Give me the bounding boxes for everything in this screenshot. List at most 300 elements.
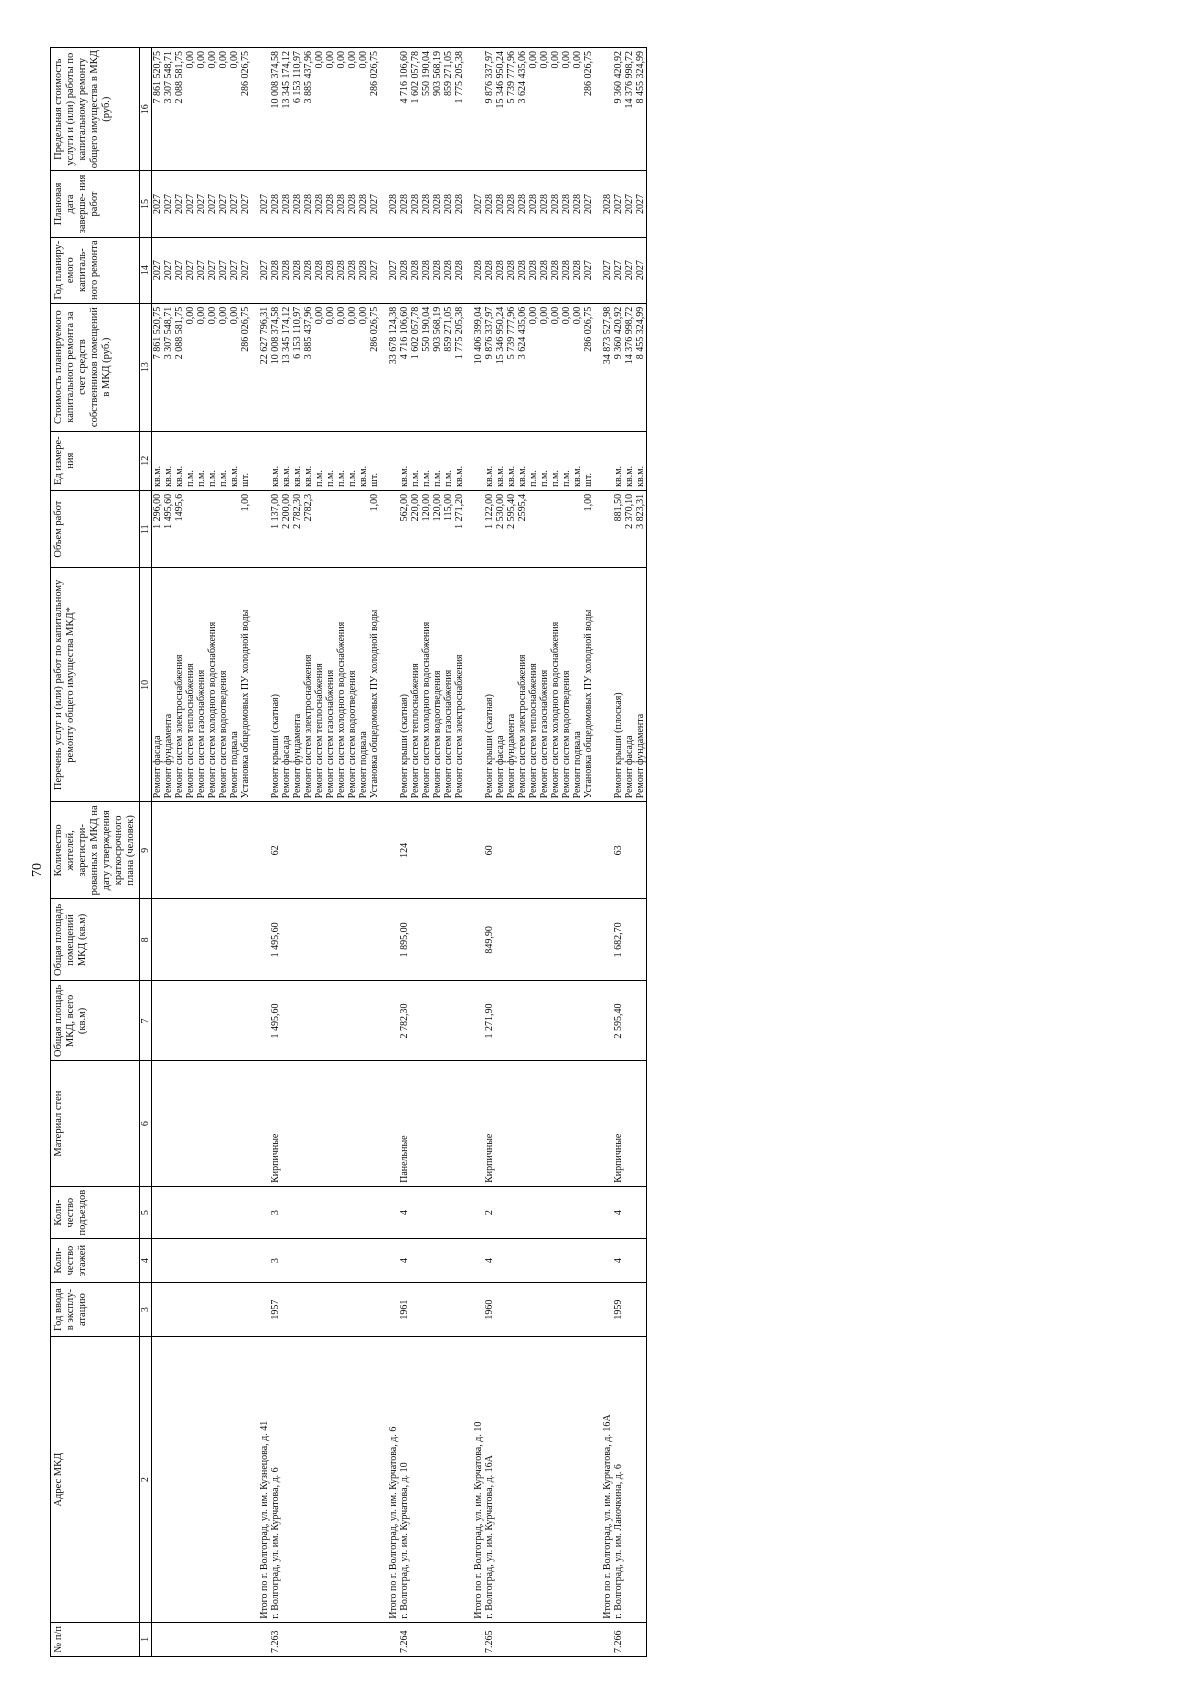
work-unit: кв.м. (152, 431, 164, 490)
table-cell (473, 48, 484, 171)
table-cell (281, 1337, 292, 1622)
repair-year: 2028 (399, 237, 410, 303)
work-name: Ремонт систем теплоснабжения (314, 568, 325, 802)
empty-cell (465, 1186, 473, 1238)
work-cost: 15 346 950,24 (495, 303, 506, 431)
table-cell (454, 802, 465, 899)
table-cell (218, 1239, 229, 1282)
header-cell: № п/п (51, 1622, 140, 1656)
table-cell (358, 1186, 369, 1238)
empty-cell (251, 981, 259, 1061)
repair-year: 2028 (336, 237, 347, 303)
table-cell (174, 1239, 185, 1282)
work-name: Ремонт фундамента (163, 568, 174, 802)
work-volume (218, 490, 229, 568)
table-cell (336, 1282, 347, 1337)
table-cell (336, 1337, 347, 1622)
table-cell (454, 1186, 465, 1238)
table-cell (347, 802, 358, 899)
table-cell (473, 1239, 484, 1282)
table-cell (218, 981, 229, 1061)
table-cell (473, 431, 484, 490)
table-cell (369, 1282, 380, 1337)
work-unit: кв.м. (270, 431, 281, 490)
table-cell (539, 1282, 550, 1337)
table-cell (207, 899, 218, 981)
table-cell (443, 1337, 454, 1622)
total-end: 2028 (388, 171, 399, 237)
work-volume: 1,00 (240, 490, 251, 568)
work-cost: 0,00 (528, 303, 539, 431)
total-year: 2027 (602, 237, 613, 303)
repair-year: 2028 (270, 237, 281, 303)
empty-cell (380, 899, 388, 981)
table-cell (325, 1282, 336, 1337)
work-cost: 286 026,75 (583, 303, 594, 431)
column-number: 3 (140, 1282, 152, 1337)
table-cell (602, 1239, 613, 1282)
table-cell (292, 1282, 303, 1337)
table-cell (174, 802, 185, 899)
work-volume: 120,00 (432, 490, 443, 568)
work-name: Ремонт крыши (скатная) (399, 568, 410, 802)
table-cell (528, 1337, 539, 1622)
work-item-row (484, 48, 495, 1657)
table-cell (635, 1622, 647, 1656)
table-cell (185, 981, 196, 1061)
table-cell (539, 899, 550, 981)
table-cell (561, 1186, 572, 1238)
completion-date: 2028 (410, 171, 421, 237)
rooms-area: 1 495,60 (270, 899, 281, 981)
table-cell (303, 1186, 314, 1238)
table-cell (528, 1061, 539, 1187)
table-cell (358, 899, 369, 981)
limit-cost: 286 026,75 (583, 48, 594, 171)
table-cell (358, 981, 369, 1061)
table-cell (336, 1622, 347, 1656)
repair-year: 2028 (484, 237, 495, 303)
work-item-row (432, 48, 443, 1657)
residents-count: 63 (613, 802, 624, 899)
limit-cost: 550 190,04 (421, 48, 432, 171)
column-number: 10 (140, 568, 152, 802)
repair-year: 2028 (443, 237, 454, 303)
empty-cell (380, 981, 388, 1061)
work-name: Ремонт систем холодного водоснабжения (207, 568, 218, 802)
completion-date: 2028 (528, 171, 539, 237)
column-number: 6 (140, 1061, 152, 1187)
table-cell (174, 899, 185, 981)
empty-cell (380, 1239, 388, 1282)
empty-cell (380, 1186, 388, 1238)
table-cell (196, 1186, 207, 1238)
column-number: 2 (140, 1337, 152, 1622)
table-cell (229, 802, 240, 899)
table-cell (517, 981, 528, 1061)
table-cell (550, 1061, 561, 1187)
limit-cost: 4 716 106,60 (399, 48, 410, 171)
table-cell (410, 1186, 421, 1238)
table-cell (421, 1186, 432, 1238)
table-cell (281, 1186, 292, 1238)
table-cell (358, 802, 369, 899)
table-cell (292, 1186, 303, 1238)
table-cell (421, 899, 432, 981)
header-cell: Ед измере- ния (51, 431, 140, 490)
table-cell (624, 1622, 635, 1656)
empty-cell (465, 171, 473, 237)
work-item-row (303, 48, 314, 1657)
table-cell (443, 981, 454, 1061)
completion-date: 2028 (347, 171, 358, 237)
work-volume (314, 490, 325, 568)
completion-date: 2028 (432, 171, 443, 237)
table-cell (410, 1061, 421, 1187)
table-cell (185, 1337, 196, 1622)
table-cell (347, 1239, 358, 1282)
table-cell (561, 899, 572, 981)
limit-cost: 0,00 (539, 48, 550, 171)
empty-cell (594, 568, 602, 802)
table-cell (229, 1337, 240, 1622)
work-item-row (174, 48, 185, 1657)
limit-cost: 0,00 (314, 48, 325, 171)
table-body (152, 48, 647, 1657)
work-item-row (539, 48, 550, 1657)
table-cell (259, 1186, 270, 1238)
spacer-row (251, 48, 259, 1657)
limit-cost: 9 360 420,92 (613, 48, 624, 171)
work-unit: п.м. (314, 431, 325, 490)
empty-cell (251, 899, 259, 981)
repair-year: 2027 (369, 237, 380, 303)
limit-cost: 0,00 (528, 48, 539, 171)
header-cell: Перечень услуг и (или) работ по капитальному ремонту общего имущества МКД* (51, 568, 140, 802)
table-cell (624, 899, 635, 981)
row-number: 7.264 (399, 1622, 410, 1656)
empty-cell (594, 1622, 602, 1656)
completion-date: 2028 (281, 171, 292, 237)
table-cell (388, 1186, 399, 1238)
work-item-row (314, 48, 325, 1657)
repair-year: 2028 (550, 237, 561, 303)
empty-cell (251, 490, 259, 568)
work-unit: кв.м. (506, 431, 517, 490)
work-cost: 0,00 (229, 303, 240, 431)
table-cell (196, 899, 207, 981)
table-cell (196, 981, 207, 1061)
repair-year: 2028 (281, 237, 292, 303)
table-cell (152, 1061, 164, 1187)
table-cell (185, 1061, 196, 1187)
table-cell (583, 1337, 594, 1622)
limit-cost: 903 568,19 (432, 48, 443, 171)
table-cell (314, 802, 325, 899)
table-cell (473, 1622, 484, 1656)
floors-count: 4 (484, 1239, 495, 1282)
work-cost: 286 026,75 (240, 303, 251, 431)
table-cell (539, 1239, 550, 1282)
table-cell (174, 1061, 185, 1187)
table-cell (174, 981, 185, 1061)
table-cell (517, 1239, 528, 1282)
table-cell (358, 1337, 369, 1622)
table-cell (602, 802, 613, 899)
table-cell (539, 1186, 550, 1238)
work-unit: п.м. (185, 431, 196, 490)
table-cell (410, 1239, 421, 1282)
table-cell (602, 48, 613, 171)
completion-date: 2028 (336, 171, 347, 237)
work-item-row (185, 48, 196, 1657)
limit-cost: 3 307 548,71 (163, 48, 174, 171)
table-cell (517, 1186, 528, 1238)
work-name: Ремонт систем газоснабжения (196, 568, 207, 802)
work-volume: 220,00 (410, 490, 421, 568)
work-name: Ремонт систем электроснабжения (454, 568, 465, 802)
work-volume: 2 782,30 (292, 490, 303, 568)
rooms-area: 1 895,00 (399, 899, 410, 981)
table-cell (432, 1622, 443, 1656)
work-name: Ремонт фундамента (506, 568, 517, 802)
table-cell (347, 899, 358, 981)
limit-cost: 14 376 998,72 (624, 48, 635, 171)
empty-cell (465, 1337, 473, 1622)
work-volume: 1 495,60 (163, 490, 174, 568)
column-number: 7 (140, 981, 152, 1061)
table-cell (388, 1622, 399, 1656)
table-cell (314, 1337, 325, 1622)
table-cell (292, 899, 303, 981)
table-cell (152, 1239, 164, 1282)
table-cell (495, 981, 506, 1061)
header-cell: Общая площадь МКД, всего (кв.м) (51, 981, 140, 1061)
table-cell (443, 1239, 454, 1282)
completion-date: 2027 (240, 171, 251, 237)
year-built: 1959 (613, 1282, 624, 1337)
table-cell (240, 1186, 251, 1238)
column-number: 11 (140, 490, 152, 568)
completion-date: 2027 (152, 171, 164, 237)
table-cell (314, 1186, 325, 1238)
table-cell (336, 802, 347, 899)
total-year: 2027 (388, 237, 399, 303)
table-cell (240, 1282, 251, 1337)
work-cost: 1 775 205,38 (454, 303, 465, 431)
work-volume: 1 122,00 (484, 490, 495, 568)
repair-year: 2027 (152, 237, 164, 303)
work-volume: 2 370,10 (624, 490, 635, 568)
header-cell: Год ввода в эксплу- атацию (51, 1282, 140, 1337)
table-cell (506, 899, 517, 981)
work-item-row (336, 48, 347, 1657)
table-cell (443, 1186, 454, 1238)
table-cell (473, 490, 484, 568)
total-end: 2028 (602, 171, 613, 237)
repair-year: 2028 (358, 237, 369, 303)
header-cell: Объем работ (51, 490, 140, 568)
empty-cell (465, 237, 473, 303)
work-cost: 7 861 520,75 (152, 303, 164, 431)
empty-cell (594, 48, 602, 171)
table-cell (369, 981, 380, 1061)
table-cell (259, 802, 270, 899)
work-unit: п.м. (561, 431, 572, 490)
building-address: г. Волгоград, ул. им. Курчатова, д. 6 (270, 1337, 281, 1622)
empty-cell (251, 1622, 259, 1656)
work-unit: кв.м. (495, 431, 506, 490)
total-row (473, 48, 484, 1657)
table-cell (635, 1061, 647, 1187)
total-area: 1 495,60 (270, 981, 281, 1061)
row-number: 7.265 (484, 1622, 495, 1656)
limit-cost: 0,00 (185, 48, 196, 171)
work-item-row (281, 48, 292, 1657)
repair-year: 2027 (624, 237, 635, 303)
table-cell (259, 1239, 270, 1282)
work-volume (207, 490, 218, 568)
work-unit: кв.м. (624, 431, 635, 490)
table-cell (410, 981, 421, 1061)
table-cell (325, 1622, 336, 1656)
table-cell (185, 1186, 196, 1238)
limit-cost: 0,00 (550, 48, 561, 171)
table-cell (152, 1186, 164, 1238)
table-cell (572, 802, 583, 899)
table-cell (506, 981, 517, 1061)
repair-year: 2028 (506, 237, 517, 303)
repair-year: 2027 (229, 237, 240, 303)
table-cell (388, 48, 399, 171)
work-cost: 286 026,75 (369, 303, 380, 431)
work-cost: 1 602 057,78 (410, 303, 421, 431)
repair-year: 2027 (218, 237, 229, 303)
work-item-row (517, 48, 528, 1657)
work-cost: 550 190,04 (421, 303, 432, 431)
empty-cell (380, 1282, 388, 1337)
table-cell (303, 1239, 314, 1282)
empty-cell (594, 1061, 602, 1187)
table-cell (259, 899, 270, 981)
table-cell (635, 1282, 647, 1337)
table-cell (185, 1282, 196, 1337)
empty-cell (251, 303, 259, 431)
header-cell: Плановая дата заверше- ния работ (51, 171, 140, 237)
residents-count: 62 (270, 802, 281, 899)
repair-year: 2028 (410, 237, 421, 303)
completion-date: 2028 (495, 171, 506, 237)
table-cell (550, 1337, 561, 1622)
table-cell (561, 1239, 572, 1282)
table-cell (218, 1061, 229, 1187)
table-cell (259, 1061, 270, 1187)
page-number: 70 (30, 863, 45, 877)
table-cell (421, 1337, 432, 1622)
work-name: Ремонт систем водоотведения (347, 568, 358, 802)
table-cell (358, 1061, 369, 1187)
work-unit: п.м. (325, 431, 336, 490)
repair-year: 2028 (314, 237, 325, 303)
completion-date: 2027 (207, 171, 218, 237)
table-cell (517, 1622, 528, 1656)
total-cost: 33 678 124,38 (388, 303, 399, 431)
column-number: 9 (140, 802, 152, 899)
header-cell: Количество жителей, зарегистри- рованных в МКД на дату утверждения краткосрочного плана (человек) (51, 802, 140, 899)
limit-cost: 0,00 (347, 48, 358, 171)
work-cost: 6 153 110,97 (292, 303, 303, 431)
table-cell (572, 1186, 583, 1238)
work-item-row (410, 48, 421, 1657)
limit-cost: 13 345 174,12 (281, 48, 292, 171)
table-cell (292, 1337, 303, 1622)
work-unit: кв.м. (399, 431, 410, 490)
completion-date: 2028 (572, 171, 583, 237)
work-item-row (421, 48, 432, 1657)
table-cell (259, 1622, 270, 1656)
table-cell (473, 981, 484, 1061)
wall-material: Панельные (399, 1061, 410, 1187)
table-cell (572, 981, 583, 1061)
table-cell (240, 899, 251, 981)
header-cell: Год планиру- емого капиталь- ного ремонта (51, 237, 140, 303)
work-name: Установка общедомовых ПУ холодной воды (240, 568, 251, 802)
table-cell (506, 1622, 517, 1656)
work-cost: 0,00 (325, 303, 336, 431)
table-cell (152, 802, 164, 899)
empty-cell (594, 1337, 602, 1622)
work-cost: 3 624 435,06 (517, 303, 528, 431)
work-cost: 0,00 (347, 303, 358, 431)
completion-date: 2027 (229, 171, 240, 237)
table-cell (303, 802, 314, 899)
table-cell (325, 1239, 336, 1282)
table-cell (259, 490, 270, 568)
limit-cost: 0,00 (336, 48, 347, 171)
work-volume: 881,50 (613, 490, 624, 568)
empty-cell (594, 899, 602, 981)
completion-date: 2028 (517, 171, 528, 237)
work-name: Ремонт крыши (скатная) (270, 568, 281, 802)
table-cell (207, 1622, 218, 1656)
table-cell (550, 1622, 561, 1656)
table-cell (229, 1622, 240, 1656)
work-name: Установка общедомовых ПУ холодной воды (369, 568, 380, 802)
table-cell (550, 1239, 561, 1282)
empty-cell (380, 431, 388, 490)
work-cost: 0,00 (550, 303, 561, 431)
limit-cost: 10 008 374,58 (270, 48, 281, 171)
table-cell (495, 1186, 506, 1238)
wall-material: Кирпичные (484, 1061, 495, 1187)
limit-cost: 0,00 (572, 48, 583, 171)
empty-cell (251, 568, 259, 802)
work-cost: 3 307 548,71 (163, 303, 174, 431)
table-cell (347, 1282, 358, 1337)
work-name: Установка общедомовых ПУ холодной воды (583, 568, 594, 802)
table-cell (583, 981, 594, 1061)
column-number: 16 (140, 48, 152, 171)
table-cell (218, 1186, 229, 1238)
work-name: Ремонт фасада (281, 568, 292, 802)
floors-count: 3 (270, 1239, 281, 1282)
table-cell (517, 1337, 528, 1622)
table-cell (303, 1622, 314, 1656)
table-cell (602, 1186, 613, 1238)
repair-year: 2027 (635, 237, 647, 303)
table-cell (602, 899, 613, 981)
table-cell (369, 1186, 380, 1238)
